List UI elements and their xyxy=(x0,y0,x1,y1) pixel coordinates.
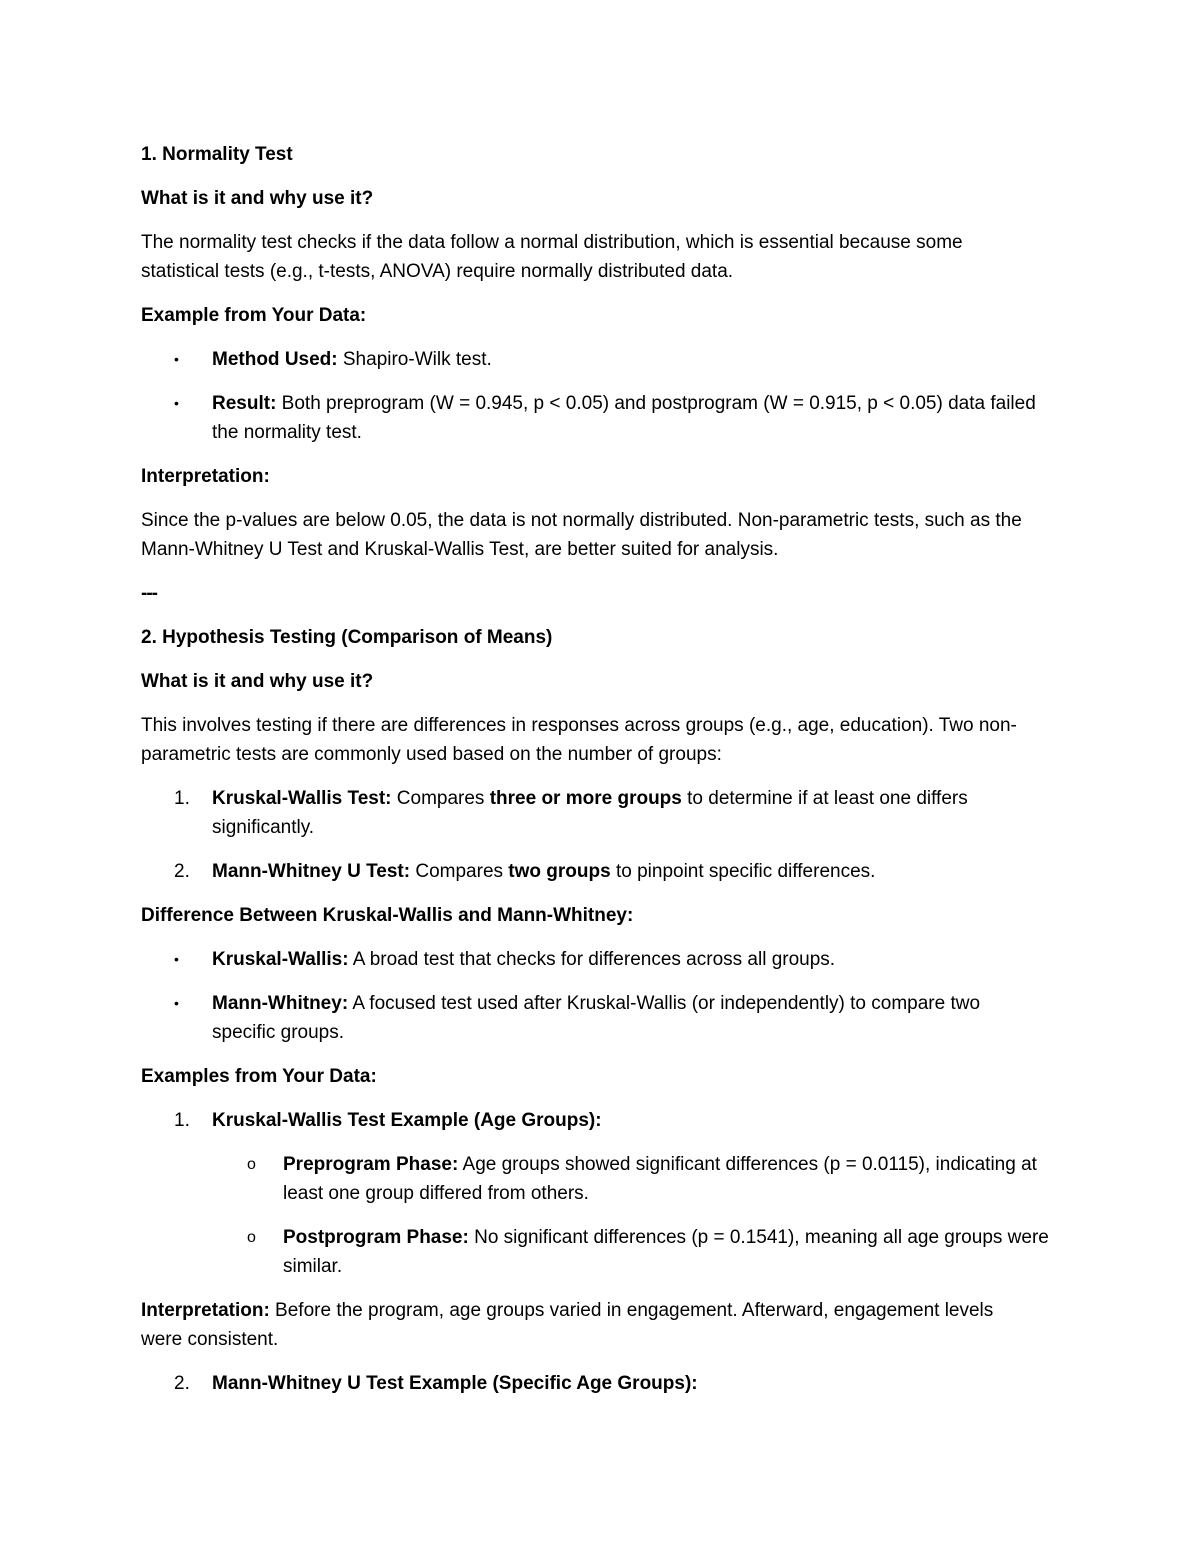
section-1-what-label: What is it and why use it? xyxy=(141,188,374,209)
interpretation-label: Interpretation: xyxy=(141,1300,270,1321)
section-1-heading: 1. Normality Test xyxy=(141,144,293,165)
sub-item-postprogram xyxy=(283,1223,1049,1252)
test-item-emphasis: three or more groups xyxy=(489,788,682,809)
bullet-item-kruskal-wallis xyxy=(212,945,835,974)
bullet-item-label: Method Used: xyxy=(212,349,338,370)
bullet-item-result xyxy=(212,389,1036,418)
section-2-what-label: What is it and why use it? xyxy=(141,671,374,692)
test-item-label: Mann-Whitney U Test: xyxy=(212,861,411,882)
sub-item-text: No significant differences (p = 0.1541), meaning all age groups were xyxy=(468,1227,1049,1248)
bullet-marker: • xyxy=(174,951,179,967)
section-2-heading: 2. Hypothesis Testing (Comparison of Means) xyxy=(141,627,553,648)
bullet-item-text: Shapiro-Wilk test. xyxy=(337,349,492,370)
bullet-item-method xyxy=(212,345,492,374)
test-item-label: Kruskal-Wallis Test: xyxy=(212,788,392,809)
list-number: 1. xyxy=(174,788,190,809)
section-2-interpretation-continuation: were consistent. xyxy=(141,1329,279,1350)
bullet-item-text: A focused test used after Kruskal-Wallis (or independently) to compare two xyxy=(348,993,981,1014)
bullet-item-continuation: specific groups. xyxy=(212,1022,345,1043)
test-item-text: to pinpoint specific differences. xyxy=(610,861,876,882)
sub-item-preprogram xyxy=(283,1150,1037,1179)
section-1-description-line-1: The normality test checks if the data follow a normal distribution, which is essential because some xyxy=(141,232,963,253)
section-separator: --- xyxy=(141,583,157,604)
section-1-interpretation-line-2: Mann-Whitney U Test and Kruskal-Wallis Test, are better suited for analysis. xyxy=(141,539,779,560)
test-item-mann-whitney xyxy=(212,857,875,886)
sub-item-label: Preprogram Phase: xyxy=(283,1154,459,1175)
bullet-item-text: A broad test that checks for differences across all groups. xyxy=(348,949,836,970)
sub-item-continuation: similar. xyxy=(283,1256,343,1277)
bullet-item-label: Result: xyxy=(212,393,277,414)
bullet-item-mann-whitney xyxy=(212,989,980,1018)
sub-bullet-marker: o xyxy=(247,1156,256,1173)
section-1-example-label: Example from Your Data: xyxy=(141,305,367,326)
sub-item-text: Age groups showed significant differences (p = 0.0115), indicating at xyxy=(458,1154,1037,1175)
sub-item-label: Postprogram Phase: xyxy=(283,1227,469,1248)
section-2-interpretation xyxy=(141,1296,993,1325)
section-2-description-line-2: parametric tests are commonly used based on the number of groups: xyxy=(141,744,722,765)
section-2-description-line-1: This involves testing if there are differences in responses across groups (e.g., age, education). Two non- xyxy=(141,715,1017,736)
bullet-item-text: Both preprogram (W = 0.945, p < 0.05) and postprogram (W = 0.915, p < 0.05) data failed xyxy=(276,393,1036,414)
section-1-description-line-2: statistical tests (e.g., t-tests, ANOVA) require normally distributed data. xyxy=(141,261,734,282)
examples-label: Examples from Your Data: xyxy=(141,1066,377,1087)
bullet-marker: • xyxy=(174,351,179,367)
section-1-interpretation-label: Interpretation: xyxy=(141,466,270,487)
interpretation-text: Before the program, age groups varied in engagement. Afterward, engagement levels xyxy=(269,1300,994,1321)
bullet-marker: • xyxy=(174,395,179,411)
bullet-item-label: Mann-Whitney: xyxy=(212,993,349,1014)
test-item-text: Compares xyxy=(410,861,509,882)
list-number: 1. xyxy=(174,1110,190,1131)
test-item-text: Compares xyxy=(391,788,490,809)
section-1-interpretation-line-1: Since the p-values are below 0.05, the data is not normally distributed. Non-parametric tests, such as the xyxy=(141,510,1022,531)
sub-item-continuation: least one group differed from others. xyxy=(283,1183,589,1204)
test-item-text: to determine if at least one differs xyxy=(681,788,968,809)
test-item-emphasis: two groups xyxy=(508,861,611,882)
difference-label: Difference Between Kruskal-Wallis and Mann-Whitney: xyxy=(141,905,634,926)
bullet-marker: • xyxy=(174,995,179,1011)
sub-bullet-marker: o xyxy=(247,1229,256,1246)
test-item-kruskal-wallis xyxy=(212,784,968,813)
bullet-item-continuation: the normality test. xyxy=(212,422,362,443)
bullet-item-label: Kruskal-Wallis: xyxy=(212,949,349,970)
test-item-continuation: significantly. xyxy=(212,817,315,838)
example-2-title: Mann-Whitney U Test Example (Specific Age Groups): xyxy=(212,1373,698,1394)
list-number: 2. xyxy=(174,861,190,882)
example-1-title: Kruskal-Wallis Test Example (Age Groups): xyxy=(212,1110,602,1131)
list-number: 2. xyxy=(174,1373,190,1394)
